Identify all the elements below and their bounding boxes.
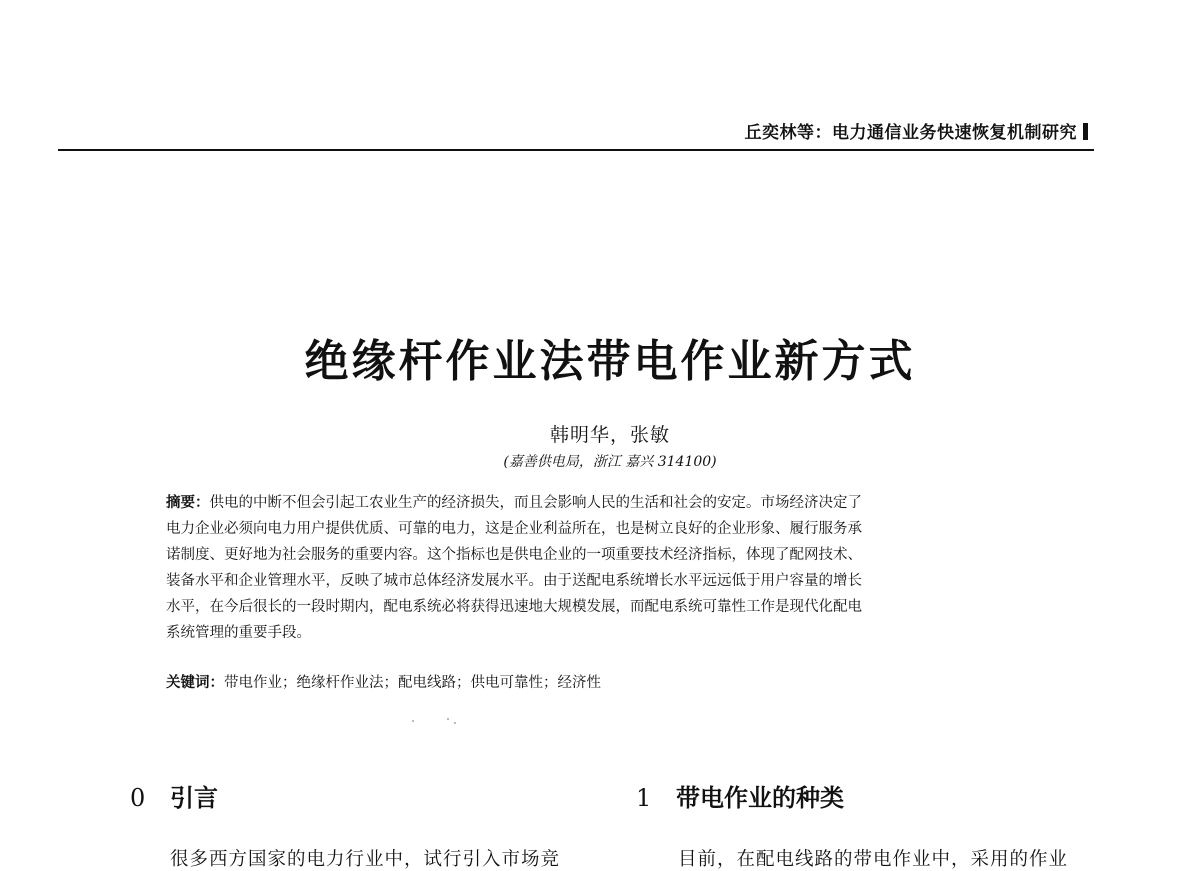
section-title: 引言 — [170, 784, 218, 812]
article-title: 绝缘杆作业法带电作业新方式 — [304, 336, 916, 387]
abstract-line: 电力企业必须向电力用户提供优质、可靠的电力，这是企业利益所在，也是树立良好的企业形象、履行服务承 — [166, 521, 862, 537]
keywords-text: 带电作业；绝缘杆作业法；配电线路；供电可靠性；经济性 — [224, 675, 601, 691]
running-header — [745, 118, 1089, 143]
abstract-line: 装备水平和企业管理水平，反映了城市总体经济发展水平。由于送配电系统增长水平远远低于用户容量的增长 — [166, 573, 862, 589]
section-number: 0 — [130, 784, 146, 812]
keywords-label: 关键词： — [166, 675, 224, 691]
running-header-text: 丘奕林等：电力通信业务快速恢复机制研究 — [744, 123, 1077, 143]
abstract-label: 摘要： — [166, 495, 210, 511]
section-number: 1 — [636, 784, 652, 812]
article-affiliation: (嘉善供电局，浙江 嘉兴 314100) — [503, 454, 717, 470]
abstract-line: 系统管理的重要手段。 — [166, 625, 311, 641]
section-title: 带电作业的种类 — [676, 784, 844, 812]
keywords — [166, 670, 1051, 696]
scan-speck — [454, 722, 456, 724]
article-authors: 韩明华，张敏 — [549, 424, 670, 446]
section-heading-types — [636, 778, 844, 813]
body-text-line: 很多西方国家的电力行业中，试行引入市场竞 — [170, 849, 561, 870]
body-text-line: 目前，在配电线路的带电作业中，采用的作业 — [678, 849, 1069, 870]
abstract-line: 诺制度、更好地为社会服务的重要内容。这个指标也是供电企业的一项重要技术经济指标，体现了配网技术、 — [166, 547, 862, 563]
section-heading-intro — [130, 778, 218, 813]
abstract-line-text: 供电的中断不但会引起工农业生产的经济损失，而且会影响人民的生活和社会的安定。市场经济决定了 — [209, 495, 862, 511]
header-rule — [58, 149, 1094, 151]
abstract — [166, 490, 1051, 646]
scan-speck — [412, 720, 414, 722]
abstract-line: 水平，在今后很长的一段时期内，配电系统必将获得迅速地大规模发展，而配电系统可靠性工作是现代化配电 — [166, 599, 862, 615]
abstract-line — [166, 490, 1051, 516]
scan-speck — [447, 718, 449, 720]
header-bar-mark — [1083, 123, 1088, 140]
